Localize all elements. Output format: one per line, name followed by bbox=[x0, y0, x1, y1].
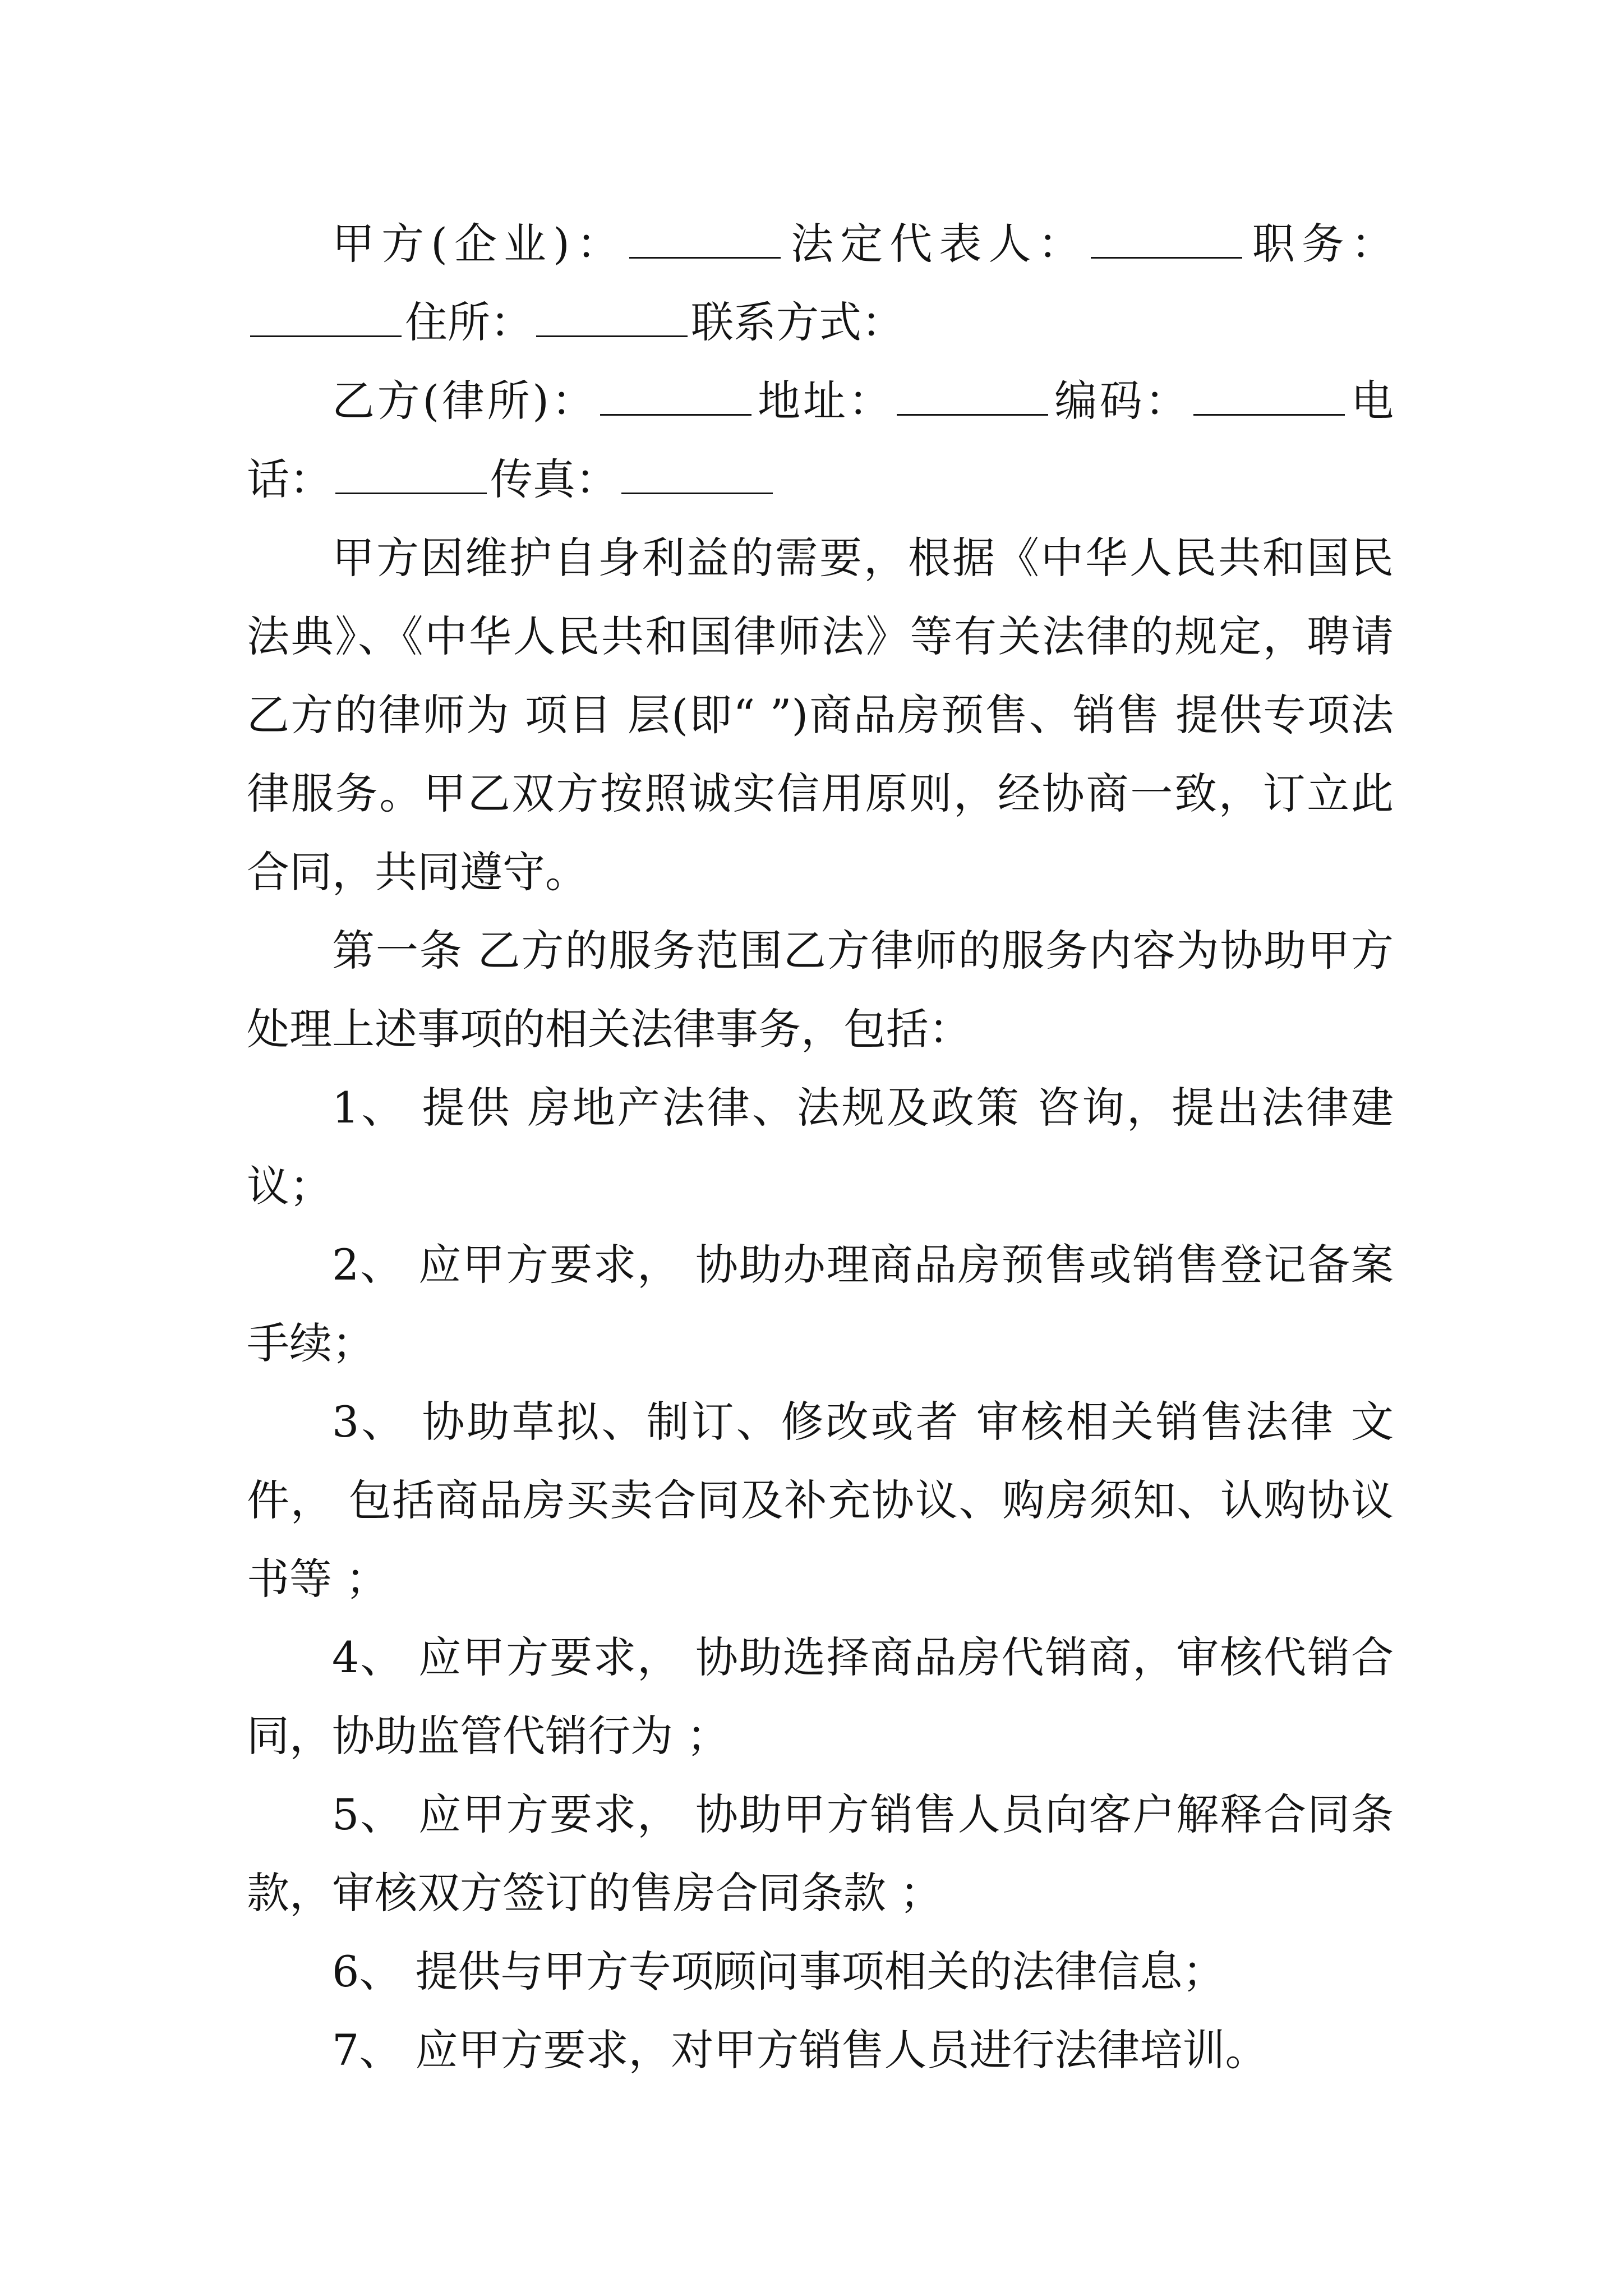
party-a-address-blank bbox=[536, 297, 688, 337]
party-a-title-label: 职务： bbox=[1245, 219, 1394, 269]
party-b-fax-label: 传真： bbox=[490, 454, 618, 504]
party-b-postcode-blank bbox=[1193, 376, 1345, 416]
document-page bbox=[247, 205, 1394, 2090]
party-b-phone-blank bbox=[335, 454, 487, 494]
preamble-paragraph: 甲方因维护自身利益的需要，根据《中华人民共和国民法典》、《中华人民共和国律师法》等有关法律的规定，聘请乙方的律师为 项目 层(即“ ”)商品房预售、销售 提供专项法律服务。甲乙双方按照诚实信用原则，经协商一致，订立此合同，共同遵守。 bbox=[247, 533, 1394, 897]
list-item: 3、 协助草拟、制订、修改或者 审核相关销售法律 文件， 包括商品房买卖合同及补充协议、购房须知、认购协议书等 ； bbox=[247, 1397, 1394, 1604]
party-a-label: 甲方(企业)： bbox=[332, 219, 626, 269]
party-b-label: 乙方(律所)： bbox=[332, 376, 597, 426]
party-b-info bbox=[247, 362, 1394, 519]
party-b-fax-blank bbox=[621, 454, 773, 494]
party-a-title-blank bbox=[250, 297, 402, 337]
article-1-heading: 第一条 乙方的服务范围乙方律师的服务内容为协助甲方处理上述事项的相关法律事务，包括： bbox=[247, 926, 1394, 1054]
party-b-phone-label: 电话： bbox=[247, 376, 1394, 504]
party-a-rep-label: 法定代表人： bbox=[784, 219, 1087, 269]
list-item: 5、 应甲方要求， 协助甲方销售人员向客户解释合同条款，审核双方签订的售房合同条款 ； bbox=[247, 1789, 1394, 1918]
party-b-address-blank bbox=[897, 376, 1048, 416]
list-item: 7、 应甲方要求，对甲方销售人员进行法律培训。 bbox=[332, 2025, 1268, 2075]
party-b-name-blank bbox=[600, 376, 751, 416]
party-b-postcode-label: 编码： bbox=[1052, 376, 1191, 426]
list-item: 2、 应甲方要求， 协助办理商品房预售或销售登记备案手续； bbox=[247, 1240, 1394, 1368]
party-a-rep-blank bbox=[1091, 219, 1242, 259]
list-item: 4、 应甲方要求， 协助选择商品房代销商，审核代销合同，协助监管代销行为 ； bbox=[247, 1632, 1394, 1761]
party-a-contact-label: 联系方式： bbox=[691, 297, 904, 347]
party-b-address-label: 地址： bbox=[755, 376, 894, 426]
list-item: 6、 提供与甲方专项顾问事项相关的法律信息； bbox=[332, 1947, 1225, 1996]
party-a-info bbox=[247, 205, 1394, 362]
party-a-name-blank bbox=[629, 219, 781, 259]
party-a-address-label: 住所： bbox=[405, 297, 533, 347]
list-item: 1、 提供 房地产法律、法规及政策 咨询，提出法律建议； bbox=[247, 1083, 1394, 1211]
